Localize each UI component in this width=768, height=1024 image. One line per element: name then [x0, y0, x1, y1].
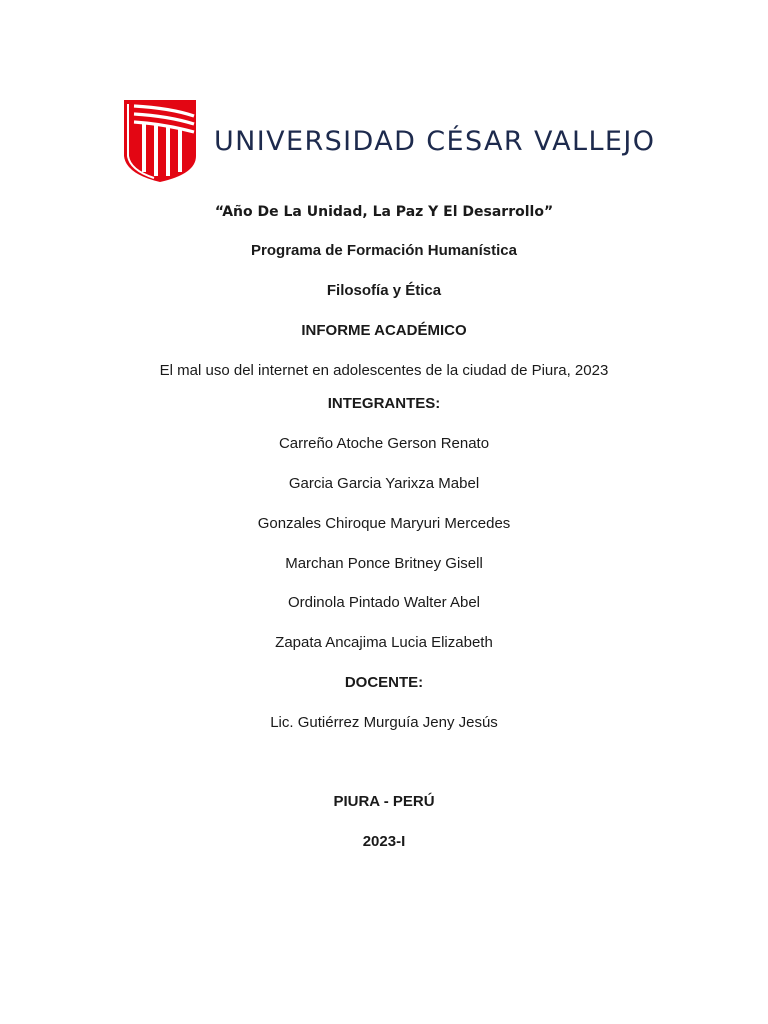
report-type: INFORME ACADÉMICO	[301, 322, 467, 339]
motto: “Año De La Unidad, La Paz Y El Desarrollo”	[214, 204, 554, 220]
period: 2023-I	[362, 833, 406, 850]
member-name: Ordinola Pintado Walter Abel	[287, 594, 481, 611]
member-name: Marchan Ponce Britney Gisell	[285, 555, 483, 572]
teacher-heading: DOCENTE:	[344, 674, 424, 691]
member-name: Carreño Atoche Gerson Renato	[278, 435, 490, 452]
university-shield-icon	[124, 100, 198, 184]
university-logo	[124, 100, 656, 184]
place: PIURA - PERÚ	[333, 793, 435, 810]
member-name: Zapata Ancajima Lucia Elizabeth	[275, 634, 493, 651]
members-heading: INTEGRANTES:	[327, 395, 441, 412]
program-title: Programa de Formación Humanística	[251, 242, 517, 259]
university-name: UNIVERSIDAD CÉSAR VALLEJO	[214, 126, 656, 157]
member-name: Gonzales Chiroque Maryuri Mercedes	[257, 515, 511, 532]
course-title: Filosofía y Ética	[326, 282, 442, 299]
member-name: Garcia Garcia Yarixza Mabel	[288, 475, 480, 492]
report-title: El mal uso del internet en adolescentes de la ciudad de Piura, 2023	[159, 362, 609, 379]
teacher-name: Lic. Gutiérrez Murguía Jeny Jesús	[270, 714, 498, 731]
